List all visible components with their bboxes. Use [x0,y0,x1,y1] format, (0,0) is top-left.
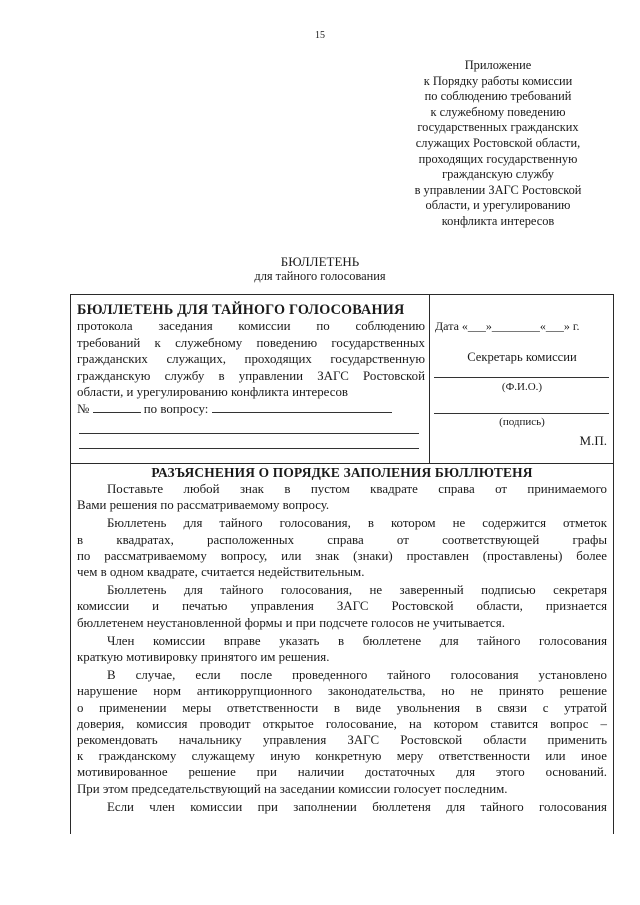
paragraph-line: доверия, комиссия проводит открытое голосование, на котором ставится вопрос – [77,716,607,731]
appendix-line: по соблюдению требований [424,89,572,104]
ballot-table [70,294,614,834]
protocol-line: гражданских служащих, проходящих государственную [77,352,425,367]
paragraph-line: Бюллетень для тайного голосования, в котором не содержится отметок [107,516,607,531]
paragraph-line: При этом председательствующий на заседании комиссии голосует последним. [77,781,508,796]
appendix-line: Приложение [464,58,532,72]
explanation-paragraph [77,799,607,815]
appendix-line: гражданскую службу [442,167,554,182]
question-label: по вопросу: [143,401,209,416]
document-subtitle: для тайного голосования [254,269,386,283]
appendix-line: проходящих государственную [418,151,578,166]
stamp-label: М.П. [579,433,607,448]
explanation-paragraph [77,582,607,631]
date-line: Дата «___»________«___» г. [435,319,580,333]
paragraph-line: комиссии и печатью управления ЗАГС Ростовской области, признается [77,599,607,614]
explanation-paragraph [77,667,607,797]
number-question-line [77,401,425,418]
number-blank-field[interactable] [93,401,141,413]
paragraph-line: Вами решения по рассматриваемому вопросу. [77,498,330,513]
explanation-paragraph [77,481,607,513]
question-blank-line[interactable] [79,448,419,449]
explanation-paragraph [77,515,607,580]
ballot-heading: БЮЛЛЕТЕНЬ ДЛЯ ТАЙНОГО ГОЛОСОВАНИЯ [77,302,405,318]
paragraph-line: рекомендовать начальнику управления ЗАГС Ростовской области применить [77,733,607,748]
explanation-paragraph [77,633,607,665]
paragraph-line: Если член комиссии при заполнении бюллетеня для тайного голосования [107,799,607,814]
appendix-note [376,58,620,230]
appendix-line: конфликта интересов [441,213,555,228]
question-blank-field[interactable] [212,401,392,413]
paragraph-line: краткую мотивировку принятого им решения. [77,650,330,665]
appendix-line: служащих Ростовской области, [415,135,581,150]
ballot-header-row [71,295,613,464]
fio-blank-line[interactable] [434,377,609,378]
paragraph-line: о применении меры ответственности в виде увольнения в связи с утратой [77,700,607,715]
question-blank-line[interactable] [79,433,419,434]
secretary-label: Секретарь комиссии [467,350,577,364]
appendix-line: к служебному поведению [430,104,566,119]
paragraph-line: нарушение норм антикоррупционного законодательства, но не принято решение [77,684,607,699]
secretary-cell [431,295,613,463]
protocol-line: гражданскую службу в управлении ЗАГС Ростовской [77,368,425,383]
fio-label: (Ф.И.О.) [501,381,543,393]
paragraph-line: мотивированное решение при наличии достаточных для этого оснований. [77,765,607,780]
page-number: 15 [315,30,325,41]
explanation-heading: РАЗЪЯСНЕНИЯ О ПОРЯДКЕ ЗАПОЛЕНИЯ БЮЛЛЮТЕНЯ [151,465,533,480]
explanation-section [71,463,613,817]
appendix-line: в управлении ЗАГС Ростовской [414,182,582,197]
protocol-line: области, и урегулированию конфликта интересов [77,385,348,400]
paragraph-line: Член комиссии вправе указать в бюллетене для тайного голосования [107,633,607,648]
appendix-line: государственных гражданских [417,120,579,135]
paragraph-line: к гражданскому служащему иную конкретную меру ответственности или иное [77,749,607,764]
ballot-info-cell [71,295,430,463]
paragraph-line: по рассматриваемому вопросу, или знак (знаки) проставлен (проставлены) более [77,548,607,563]
protocol-line: протокола заседания комиссии по соблюдению [77,319,425,333]
paragraph-line: бюллетенем неустановленной формы и при подсчете голосов не учитывается. [77,615,505,630]
paragraph-line: чем в одном квадрате, считается недействительным. [77,565,365,580]
appendix-line: к Порядку работы комиссии [423,73,573,88]
signature-label: (подпись) [499,416,545,428]
number-label: № [77,401,90,416]
signature-blank-line[interactable] [434,413,609,414]
document-title: БЮЛЛЕТЕНЬ [280,254,360,269]
paragraph-line: Бюллетень для тайного голосования, не заверенный подписью секретаря [107,583,607,598]
paragraph-line: Поставьте любой знак в пустом квадрате справа от принимаемого [107,482,607,496]
paragraph-line: В случае, если после проведенного тайного голосования установлено [107,668,607,683]
paragraph-line: в квадратах, расположенных справа от соответствующей графы [77,532,607,547]
protocol-line: требований к служебному поведению государственных [77,335,425,350]
appendix-line: области, и урегулированию [425,198,571,213]
protocol-text [77,318,425,401]
